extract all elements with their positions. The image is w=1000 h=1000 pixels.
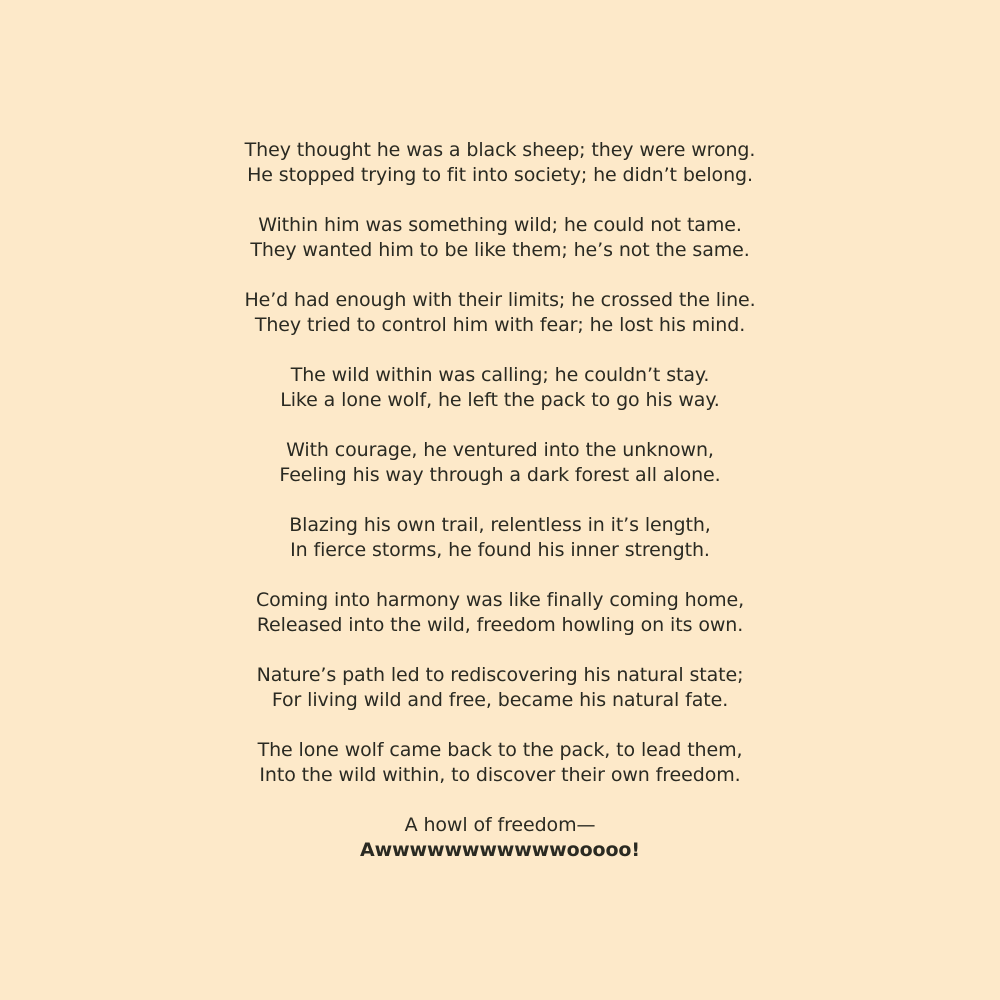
stanza-4 — [0, 363, 1000, 413]
poem-line: He’d had enough with their limits; he crossed the line. — [244, 289, 756, 311]
poem-line: Like a lone wolf, he left the pack to go his way. — [280, 389, 720, 411]
poem-line: The lone wolf came back to the pack, to lead them, — [257, 739, 743, 761]
poem-line: They tried to control him with fear; he lost his mind. — [254, 314, 746, 336]
closing-stanza — [0, 813, 1000, 863]
poem-line: Into the wild within, to discover their own freedom. — [259, 764, 741, 786]
howl-line: Awwwwwwwwwwwooooo! — [360, 839, 640, 861]
poem-line: In fierce storms, he found his inner strength. — [290, 539, 710, 561]
poem-line: They wanted him to be like them; he’s not the same. — [250, 239, 750, 261]
poem-line: For living wild and free, became his natural fate. — [271, 689, 729, 711]
poem-line: Within him was something wild; he could not tame. — [258, 214, 742, 236]
stanza-6 — [0, 513, 1000, 563]
poem-body — [0, 138, 1000, 888]
stanza-5 — [0, 438, 1000, 488]
poem-line: Feeling his way through a dark forest all alone. — [279, 464, 721, 486]
poem-line: Blazing his own trail, relentless in it’s length, — [289, 514, 711, 536]
stanza-2 — [0, 213, 1000, 263]
poem-line: With courage, he ventured into the unknown, — [286, 439, 714, 461]
stanza-9 — [0, 738, 1000, 788]
poem-line: Coming into harmony was like finally coming home, — [255, 589, 745, 611]
stanza-1 — [0, 138, 1000, 188]
stanza-7 — [0, 588, 1000, 638]
poem-line: He stopped trying to fit into society; he didn’t belong. — [247, 164, 753, 186]
stanza-3 — [0, 288, 1000, 338]
poem-line: Released into the wild, freedom howling on its own. — [256, 614, 744, 636]
stanza-8 — [0, 663, 1000, 713]
poem-line: The wild within was calling; he couldn’t stay. — [290, 364, 710, 386]
closing-line: A howl of freedom— — [404, 814, 596, 836]
poem-line: They thought he was a black sheep; they were wrong. — [244, 139, 756, 161]
poem-line: Nature’s path led to rediscovering his natural state; — [256, 664, 744, 686]
